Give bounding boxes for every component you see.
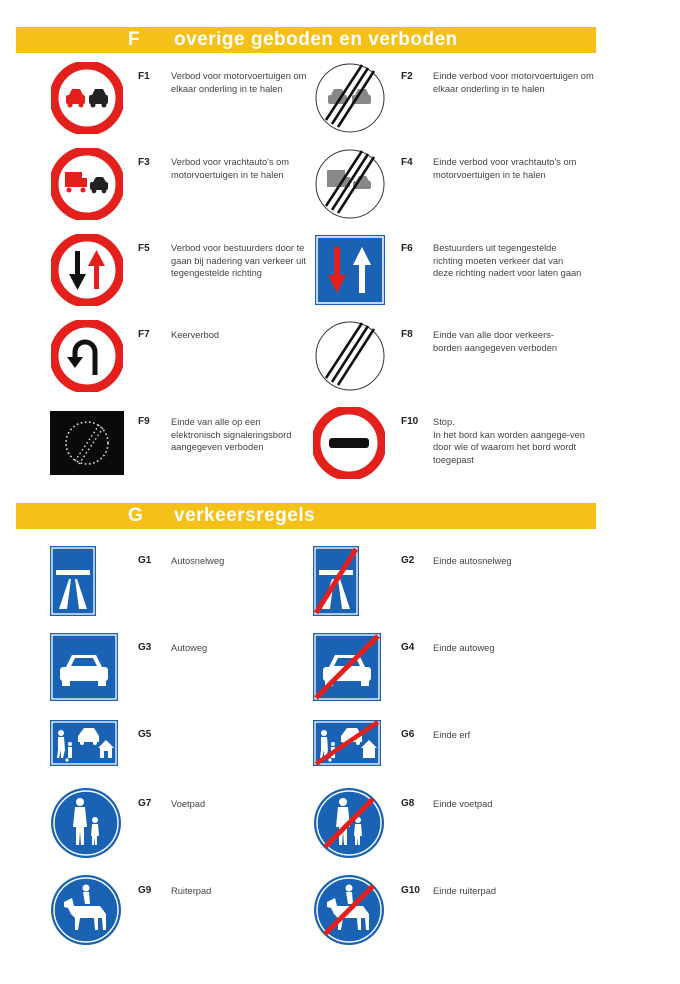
sign-description: Bestuurders uit tegengestelde richting moeten verkeer dat van deze richting nadert voor laten gaan bbox=[433, 243, 582, 279]
sign-description: Autosnelweg bbox=[171, 556, 225, 566]
sign-description: Einde van alle door verkeers-borden aangegeven verboden bbox=[433, 330, 558, 353]
sign-description: Verbod voor bestuurders door te gaan bij nadering van verkeer uit tegengestelde richting bbox=[171, 243, 306, 279]
sign-code: F8 bbox=[401, 329, 413, 340]
end-no-overtaking-sign bbox=[314, 62, 386, 134]
no-overtaking-trucks-sign bbox=[51, 148, 123, 220]
section-title: verkeersregels bbox=[174, 505, 316, 526]
sign-code: G4 bbox=[401, 642, 415, 653]
section-g-header bbox=[16, 503, 596, 529]
give-way-oncoming-sign bbox=[51, 234, 123, 306]
end-footpath-sign bbox=[313, 787, 385, 859]
priority-over-oncoming-sign bbox=[315, 235, 385, 305]
end-motorway-sign bbox=[313, 546, 359, 616]
section-letter: G bbox=[128, 505, 143, 526]
sign-description: Voetpad bbox=[171, 799, 206, 809]
sign-description-line2: In het bord kan worden aangege-ven door wie of waarom het bord wordt toegepast bbox=[433, 429, 585, 465]
sign-code: G5 bbox=[138, 729, 152, 740]
motorway-sign bbox=[50, 546, 96, 616]
no-u-turn-sign bbox=[51, 320, 123, 392]
end-expressway-sign bbox=[313, 633, 381, 701]
sign-description: Verbod voor vrachtauto's om motorvoertuigen in te halen bbox=[171, 157, 290, 180]
sign-code: F7 bbox=[138, 329, 150, 340]
sign-code: F6 bbox=[401, 243, 413, 254]
sign-code: F1 bbox=[138, 71, 150, 82]
sign-description: Ruiterpad bbox=[171, 886, 212, 896]
no-overtaking-sign bbox=[51, 62, 123, 134]
section-f-header bbox=[16, 27, 596, 53]
section-letter: F bbox=[128, 29, 140, 50]
sign-description: Keerverbod bbox=[171, 330, 220, 340]
sign-code: G10 bbox=[401, 885, 420, 896]
sign-code: F5 bbox=[138, 243, 150, 254]
stop-police-sign bbox=[313, 407, 385, 479]
bridleway-sign bbox=[50, 874, 122, 946]
sign-code: G3 bbox=[138, 642, 152, 653]
sign-code: F10 bbox=[401, 416, 419, 427]
sign-description bbox=[433, 416, 588, 466]
sign-description: Einde erf bbox=[433, 730, 471, 740]
sign-code: F9 bbox=[138, 416, 150, 427]
sign-description: Autoweg bbox=[171, 643, 208, 653]
sign-code: G2 bbox=[401, 555, 415, 566]
sign-code: F2 bbox=[401, 71, 413, 82]
sign-description: Einde van alle op een elektronisch signaleringsbord aangegeven verboden bbox=[171, 417, 292, 453]
sign-code: F3 bbox=[138, 157, 150, 168]
section-title: overige geboden en verboden bbox=[174, 29, 458, 50]
footpath-sign bbox=[50, 787, 122, 859]
electronic-end-restrictions-sign bbox=[50, 411, 124, 475]
sign-description: Einde ruiterpad bbox=[433, 886, 497, 896]
sign-code: G8 bbox=[401, 798, 415, 809]
end-bridleway-sign bbox=[313, 874, 385, 946]
sign-description: Verbod voor motorvoertuigen om elkaar onderling in te halen bbox=[171, 71, 307, 94]
residential-zone-sign bbox=[50, 720, 118, 766]
sign-description: Einde autoweg bbox=[433, 643, 495, 653]
sign-description: Einde autosnelweg bbox=[433, 556, 512, 566]
end-residential-zone-sign bbox=[313, 720, 381, 766]
sign-code: G6 bbox=[401, 729, 415, 740]
sign-code: G9 bbox=[138, 885, 152, 896]
sign-code: F4 bbox=[401, 157, 413, 168]
end-no-overtaking-trucks-sign bbox=[314, 148, 386, 220]
sign-description-line1: Stop. bbox=[433, 417, 455, 427]
sign-description: Einde verbod voor motorvoertuigen om elkaar onderling in te halen bbox=[433, 71, 594, 94]
sign-code: G1 bbox=[138, 555, 152, 566]
expressway-sign bbox=[50, 633, 118, 701]
sign-description: Einde voetpad bbox=[433, 799, 493, 809]
sign-description: Einde verbod voor vrachtauto's om motorvoertuigen in te halen bbox=[433, 157, 577, 180]
end-all-restrictions-sign bbox=[314, 320, 386, 392]
sign-code: G7 bbox=[138, 798, 152, 809]
